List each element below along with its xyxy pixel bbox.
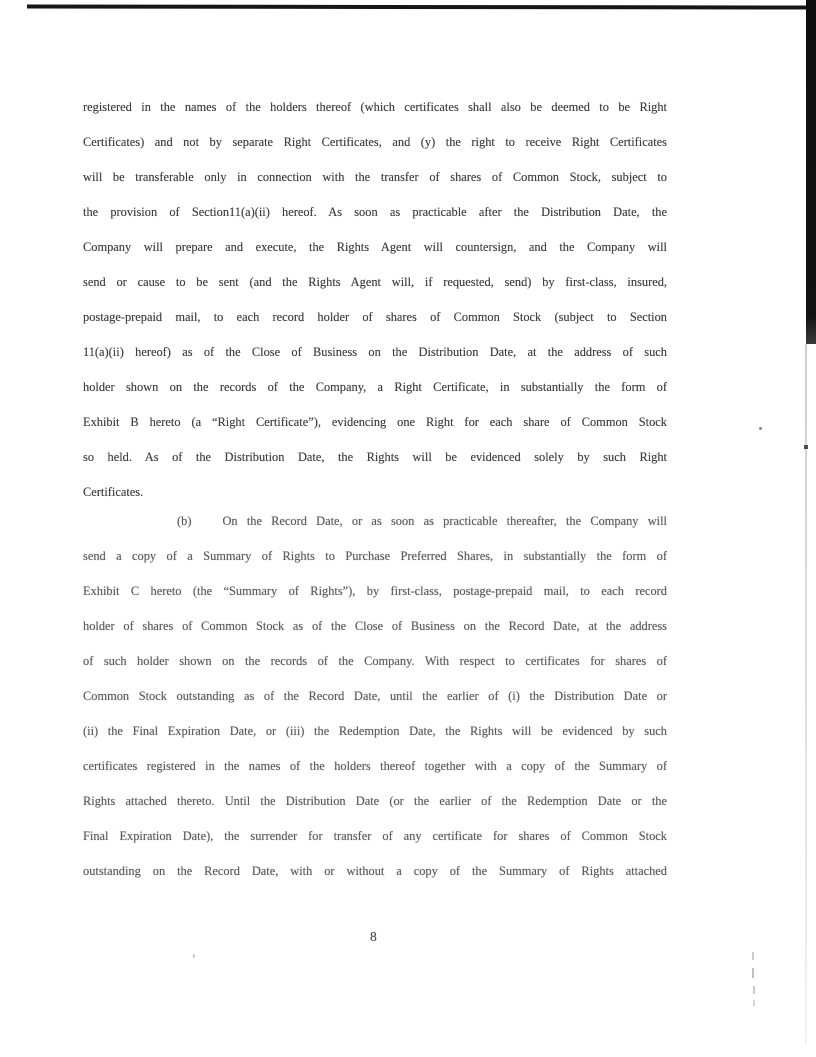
- scan-speckle-dash: [753, 1000, 755, 1006]
- text-line: Rights attached thereto. Until the Distribution Date (or the earlier of the Redemption Date or the: [83, 794, 667, 808]
- scan-page-edge-line: [805, 344, 807, 1044]
- paragraph-a: [83, 90, 667, 510]
- page-number: 8: [370, 929, 377, 944]
- text-line: the provision of Section11(a)(ii) hereof. As soon as practicable after the Distribution Date, the: [83, 205, 667, 219]
- text-line: (ii) the Final Expiration Date, or (iii) the Redemption Date, the Rights will be evidenced by such: [83, 724, 667, 738]
- text-line: Exhibit C hereto (the “Summary of Rights”), by first-class, postage-prepaid mail, to each record: [83, 584, 667, 598]
- text-line: postage-prepaid mail, to each record holder of shares of Common Stock (subject to Section: [83, 310, 667, 324]
- text-line: so held. As of the Distribution Date, the Rights will be evidenced solely by such Right: [83, 450, 667, 464]
- text-line: send or cause to be sent (and the Rights Agent will, if requested, send) by first-class, insured,: [83, 275, 667, 289]
- scan-speckle-edge: [804, 445, 808, 449]
- scan-speckle-dot: [759, 427, 762, 430]
- document-body: [83, 90, 667, 889]
- text-line: outstanding on the Record Date, with or without a copy of the Summary of Rights attached: [83, 864, 667, 878]
- scan-border-top: [27, 4, 813, 9]
- text-line: registered in the names of the holders thereof (which certificates shall also be deemed to be Right: [83, 100, 667, 114]
- text-line: holder shown on the records of the Company, a Right Certificate, in substantially the form of: [83, 380, 667, 394]
- text-span: On the Record Date, or as soon as practicable thereafter, the Company will: [222, 514, 667, 528]
- text-line: Certificates) and not by separate Right Certificates, and (y) the right to receive Right Certificates: [83, 135, 667, 149]
- text-line: Certificates.: [83, 485, 144, 499]
- scan-speckle-comma: ,: [192, 944, 196, 960]
- text-line: Final Expiration Date), the surrender for transfer of any certificate for shares of Common Stock: [83, 829, 667, 843]
- scan-border-right: [806, 0, 816, 344]
- text-line: of such holder shown on the records of the Company. With respect to certificates for shares of: [83, 654, 667, 668]
- text-line: [83, 504, 667, 539]
- text-line: certificates registered in the names of the holders thereof together with a copy of the Summary of: [83, 759, 667, 773]
- text-line: will be transferable only in connection with the transfer of shares of Common Stock, subject to: [83, 170, 667, 184]
- paragraph-b: [83, 504, 667, 889]
- text-line: holder of shares of Common Stock as of the Close of Business on the Record Date, at the address: [83, 619, 667, 633]
- clause-marker: (b): [177, 514, 192, 528]
- text-line: Company will prepare and execute, the Rights Agent will countersign, and the Company will: [83, 240, 667, 254]
- text-line: 11(a)(ii) hereof) as of the Close of Business on the Distribution Date, at the address of such: [83, 345, 667, 359]
- scan-speckle-dash: [752, 952, 754, 960]
- scan-speckle-dash: [752, 968, 754, 978]
- text-line: Common Stock outstanding as of the Record Date, until the earlier of (i) the Distribution Date or: [83, 689, 667, 703]
- scan-speckle-dash: [753, 986, 755, 994]
- text-line: send a copy of a Summary of Rights to Purchase Preferred Shares, in substantially the form of: [83, 549, 667, 563]
- text-line: Exhibit B hereto (a “Right Certificate”), evidencing one Right for each share of Common Stock: [83, 415, 667, 429]
